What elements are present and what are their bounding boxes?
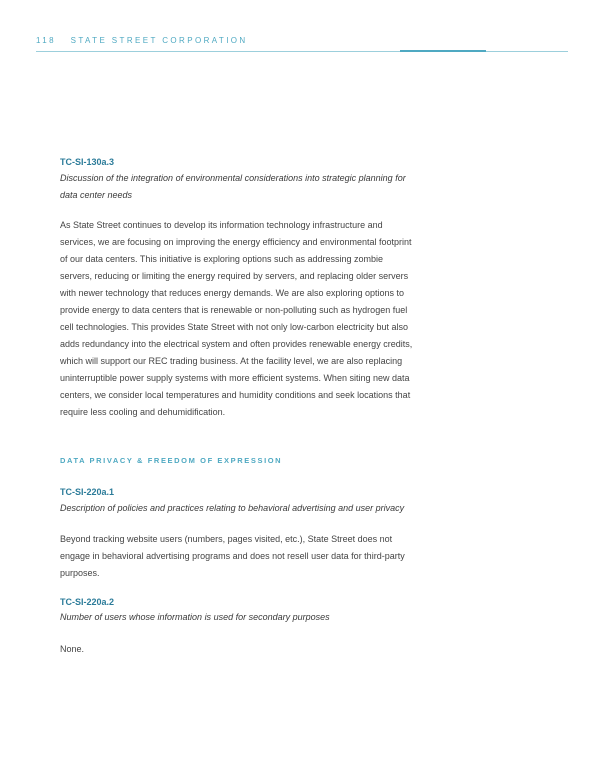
metric-code-220a1: TC-SI-220a.1	[60, 487, 115, 497]
metric-code-130a3: TC-SI-130a.3	[60, 157, 115, 167]
metric-code-220a2: TC-SI-220a.2	[60, 597, 115, 607]
metric-title-130a3: Discussion of the integration of environmental considerations into strategic planning for data center needs	[60, 173, 406, 200]
metric-body-220a2: None.	[60, 644, 85, 654]
company-name: STATE STREET CORPORATION	[70, 36, 248, 45]
metric-title-220a1: Description of policies and practices relating to behavioral advertising and user privacy	[60, 503, 405, 513]
header-accent-rule	[400, 50, 486, 52]
metric-body-130a3: As State Street continues to develop its information technology infrastructure and services, we are focusing on improving the energy efficiency and environmental footprint of our data centers. This initiative is exploring options such as addressing zombie servers, reducing or limiting the energy required by servers, and replacing older servers with newer technology that reduces energy demands. We are also exploring options to provide energy to data centers that is renewable or non-polluting such as hydrogen fuel cell technologies. This provides State Street with not only low-carbon electricity but also adds redundancy into the electrical system and often provides renewable energy credits, which will support our REC trading business. At the facility level, we are also replacing uninterruptible power supply systems with more efficient systems. When siting new data centers, we consider local temperatures and humidity conditions and seek locations that require less cooling and dehumidification.	[60, 220, 413, 417]
page-number: 118	[36, 36, 56, 45]
header-rule	[36, 51, 568, 52]
metric-title-220a2: Number of users whose information is used for secondary purposes	[60, 612, 330, 622]
running-header	[36, 36, 248, 45]
section-heading: DATA PRIVACY & FREEDOM OF EXPRESSION	[60, 456, 283, 465]
metric-body-220a1: Beyond tracking website users (numbers, pages visited, etc.), State Street does not engage in behavioral advertising programs and does not resell user data for third-party purposes.	[60, 534, 405, 578]
